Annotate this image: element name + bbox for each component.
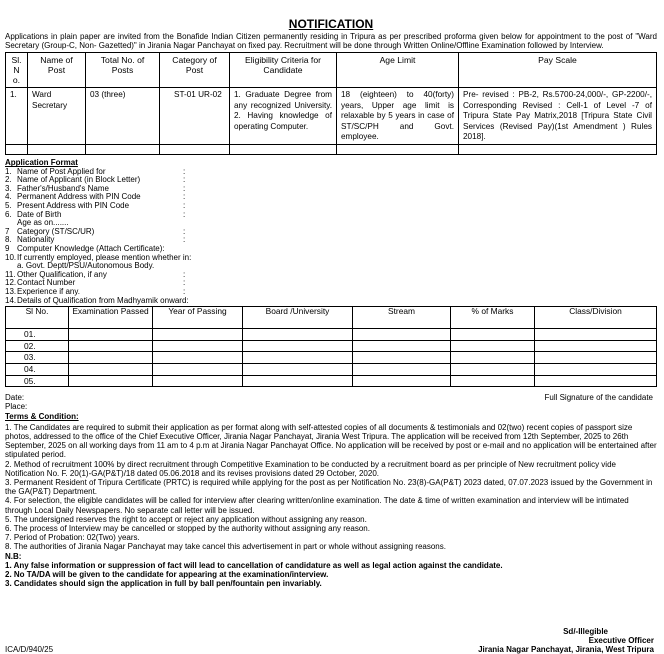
- qualification-row: 03.: [6, 352, 657, 364]
- form-item: 10. If currently employed, please mention whether in:: [5, 252, 192, 262]
- qualification-row: 01.: [6, 329, 657, 341]
- terms-section: [5, 412, 657, 589]
- application-format-heading: Application Format: [5, 158, 78, 168]
- header-age-limit: Age Limit: [337, 53, 459, 88]
- form-item: 3. Father's/Husband's Name :: [5, 183, 186, 193]
- post-name: Ward Secretary: [28, 88, 86, 145]
- form-item: a. Govt. Deptt/PSU/Autonomous Body.: [17, 261, 155, 271]
- post-eligibility: 1. Graduate Degree from any recognized University. 2. Having knowledge of operating Computer.: [230, 88, 337, 145]
- form-item: 11. Other Qualification, if any :: [5, 269, 186, 279]
- qualification-row: 04.: [6, 363, 657, 375]
- header-category: Category of Post: [160, 53, 230, 88]
- form-item: 13. Experience if any. :: [5, 286, 186, 296]
- qual-header-board: Board /University: [243, 307, 353, 329]
- form-item: 8. Nationality :: [5, 235, 186, 245]
- term-item: 5. The undersigned reserves the right to accept or reject any application without assigning any reason.: [5, 514, 367, 524]
- form-item: 6. Date of Birth :: [5, 209, 186, 219]
- term-item: 8. The authorities of Jirania Nagar Panchayat may take cancel this advertisement in part or whole without assigning reasons.: [5, 542, 446, 552]
- form-item: 7 Category (ST/SC/UR) :: [5, 226, 186, 236]
- terms-heading: Terms & Condition:: [5, 411, 79, 421]
- form-item: 4. Permanent Address with PIN Code :: [5, 192, 186, 202]
- nb-item: 3. Candidates should sign the application in full by ball pen/fountain pen invariably.: [5, 579, 322, 589]
- qualification-table: [5, 306, 657, 387]
- post-sl: 1.: [6, 88, 28, 145]
- post-empty-row: [6, 145, 657, 155]
- notification-page: [5, 17, 657, 588]
- intro-paragraph: Applications in plain paper are invited from the Bonafide Indian Citizen permanently residing in Tripura as per prescribed proforma given below for appointment to the post of "Ward Secretary (Group-C, Non- Gazetted)" in Jirania Nagar Panchayat on fixed pay. Recruitment will be done through Written Online/Offline Examination followed by Interview.: [5, 32, 657, 51]
- reference-number: ICA/D/940/25: [5, 645, 54, 654]
- post-table-header: [6, 53, 657, 88]
- signatory-title: Executive Officer: [588, 636, 654, 645]
- signature-label: Full Signature of the candidate: [544, 393, 653, 403]
- term-item: 1. The Candidates are required to submit their application as per format along with self-attested copies of all documents & testimonials and 02(two) recent copies of passport size photos, addressed to the office of the Chief Executive Officer, Jirania Nagar Panchayat, Jirania West Tripura. The application will be received from 12th September, 2025 to 26th September, 2025 on all working days from 11 am to 4 p.m at Jirania Nagar Panchayat Office. No application will be received by post or e-mail and no application will be entertained after stipulated period.: [5, 422, 657, 460]
- header-total-posts: Total No. of Posts: [86, 53, 160, 88]
- post-pay-scale: Pre- revised : PB-2, Rs.5700-24,000/-, GP-2200/-, Corresponding Revised : Cell-1 of Level -7 of Tripura State Pay Matrix,2018 [Tripura State Civil Services (Revised Pay)(1st Amendment ) Rules 2018].: [459, 88, 657, 145]
- post-details-table: [5, 52, 657, 155]
- nb-heading: N.B:: [5, 551, 22, 561]
- form-item: Age as on.......: [17, 218, 69, 228]
- term-item: 3. Permanent Resident of Tripura Certificate (PRTC) is required while applying for the post as per Notification No. 23(8)-GA(P&T) 2023 dated, 07.07.2023 issued by the Government in the GA(P&T) Department.: [5, 477, 653, 497]
- qual-header-stream: Stream: [353, 307, 451, 329]
- qualification-row: 02.: [6, 340, 657, 352]
- term-item: 2. Method of recruitment 100% by direct recruitment through Competitive Examination to be conducted by a recruitment board as per principle of New recruitment policy vide Notification No. F. 20(1)-GA(P&T)/18 dated 05.06.2018 and its revises provisions dated 29 October, 2020.: [5, 459, 616, 478]
- form-item: 1. Name of Post Applied for :: [5, 166, 186, 176]
- qual-header-exam: Examination Passed: [69, 307, 153, 329]
- term-item: 6. The process of Interview may be cancelled or stopped by the authority without assigning any reason.: [5, 523, 370, 533]
- form-item: 9 Computer Knowledge (Attach Certificate):: [5, 243, 165, 253]
- header-eligibility: Eligibility Criteria for Candidate: [230, 53, 337, 88]
- nb-item: 1. Any false information or suppression of fact will lead to cancellation of candidature as well as legal action against the candidate.: [5, 560, 503, 570]
- form-item: 2. Name of Applicant (in Block Letter) :: [5, 175, 186, 185]
- nb-item: 2. No TA/DA will be given to the candidate for appearing at the examination/interview.: [5, 569, 329, 579]
- qual-header-marks: % of Marks: [451, 307, 535, 329]
- term-item: 7. Period of Probation: 02(Two) years.: [5, 533, 140, 543]
- post-row: [6, 88, 657, 145]
- qual-header-class: Class/Division: [535, 307, 657, 329]
- notification-title: NOTIFICATION: [288, 17, 374, 31]
- qualification-header: [6, 307, 657, 329]
- term-item: 4. For selection, the eligible candidates will be called for interview after clearing written/online examination. The date & time of written examination and interview will be intimated through Local Daily Newspapers. No separate call letter will be issued.: [5, 496, 629, 515]
- post-total: 03 (three): [86, 88, 160, 145]
- signatory-sd: Sd/-Illegible: [563, 627, 608, 636]
- date-label: Date:: [5, 393, 25, 403]
- form-item: 5. Present Address with PIN Code :: [5, 201, 186, 211]
- form-item: 14. Details of Qualification from Madhyamik onward:: [5, 295, 189, 305]
- form-item: 12. Contact Number :: [5, 278, 186, 288]
- header-pay-scale: Pay Scale: [459, 53, 657, 88]
- qual-header-sl: Sl No.: [6, 307, 69, 329]
- qualification-row: 05.: [6, 375, 657, 387]
- place-label: Place:: [5, 402, 28, 412]
- post-age-limit: 18 (eighteen) to 40(forty) years, Upper age limit is relaxable by 5 years in case of ST/SC/PH and Govt. employee.: [337, 88, 459, 145]
- header-sl: Sl. N o.: [6, 53, 28, 88]
- post-category: ST-01 UR-02: [160, 88, 230, 145]
- date-signature-row: [5, 393, 657, 402]
- signatory-block: [478, 627, 654, 654]
- qual-header-year: Year of Passing: [153, 307, 243, 329]
- signatory-office: Jirania Nagar Panchayat, Jirania, West Tripura: [478, 645, 654, 654]
- header-post-name: Name of Post: [28, 53, 86, 88]
- application-format-list: [5, 168, 657, 306]
